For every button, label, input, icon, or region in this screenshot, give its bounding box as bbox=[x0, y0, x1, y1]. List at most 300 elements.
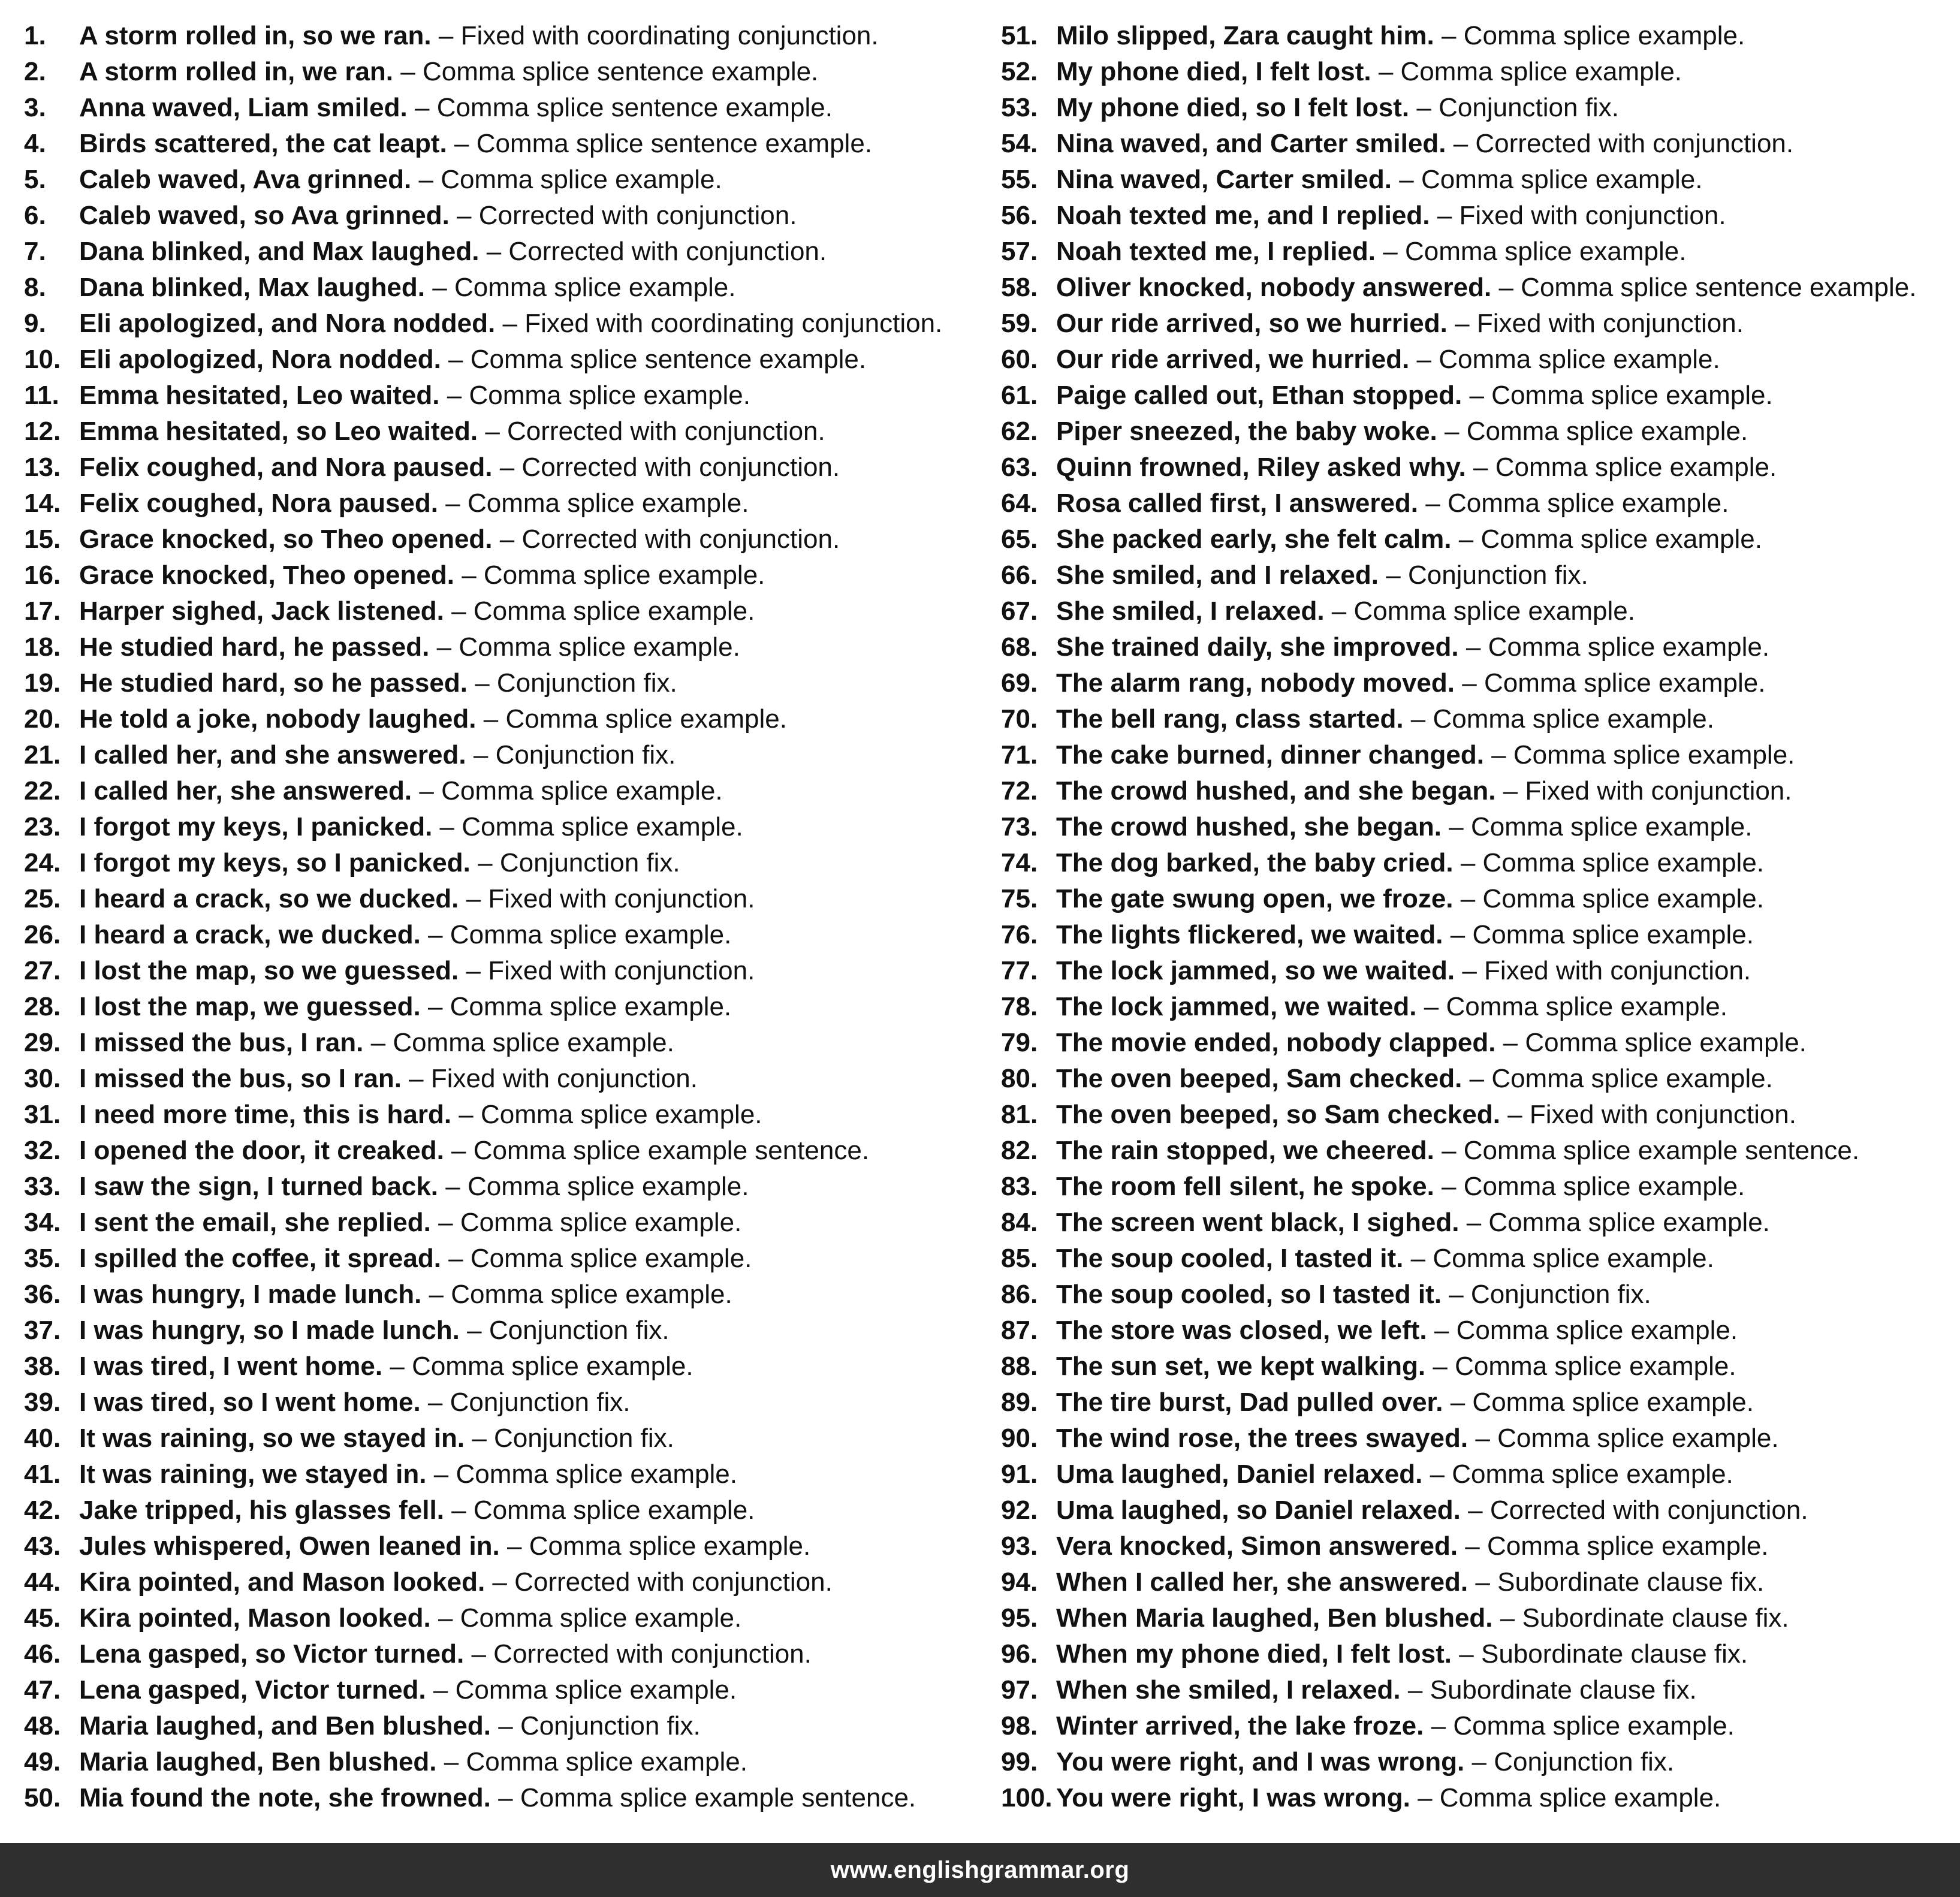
list-item bbox=[1001, 1061, 1960, 1097]
example-sentence: Dana blinked, Max laughed. bbox=[79, 273, 426, 302]
example-sentence: You were right, I was wrong. bbox=[1056, 1783, 1410, 1812]
example-note: Comma splice example. bbox=[1491, 1064, 1773, 1093]
dash-separator: – bbox=[459, 1100, 474, 1129]
example-sentence: The cake burned, dinner changed. bbox=[1056, 740, 1484, 770]
dash-separator: – bbox=[451, 596, 466, 626]
example-note: Comma splice example. bbox=[473, 1495, 755, 1525]
example-note: Comma splice example. bbox=[1353, 596, 1635, 626]
example-note: Comma splice example. bbox=[393, 1028, 674, 1057]
example-note: Comma splice example. bbox=[1513, 740, 1795, 770]
example-note: Comma splice example. bbox=[451, 1280, 732, 1309]
item-number: 70. bbox=[1001, 704, 1038, 734]
example-sentence: When my phone died, I felt lost. bbox=[1056, 1639, 1452, 1669]
example-note: Comma splice example. bbox=[1463, 1172, 1745, 1201]
example-sentence: I sent the email, she replied. bbox=[79, 1208, 431, 1237]
list-item bbox=[1001, 1744, 1960, 1780]
list-item bbox=[24, 198, 1001, 234]
example-note: Comma splice example. bbox=[483, 560, 765, 590]
example-sentence: My phone died, I felt lost. bbox=[1056, 57, 1371, 86]
example-sentence: Anna waved, Liam smiled. bbox=[79, 93, 408, 122]
list-item bbox=[24, 1528, 1001, 1564]
list-item bbox=[1001, 989, 1960, 1025]
dash-separator: – bbox=[457, 201, 472, 230]
example-note: Comma splice example. bbox=[473, 596, 755, 626]
example-sentence: I was tired, I went home. bbox=[79, 1352, 383, 1381]
example-sentence: He studied hard, he passed. bbox=[79, 632, 430, 662]
item-number: 82. bbox=[1001, 1136, 1038, 1165]
list-item bbox=[24, 1564, 1001, 1600]
example-sentence: Noah texted me, I replied. bbox=[1056, 237, 1376, 266]
list-item bbox=[24, 881, 1001, 917]
example-note: Comma splice example. bbox=[1487, 1531, 1769, 1561]
example-sentence: I saw the sign, I turned back. bbox=[79, 1172, 439, 1201]
dash-separator: – bbox=[1462, 956, 1477, 985]
example-note: Corrected with conjunction. bbox=[507, 417, 825, 446]
item-number: 32. bbox=[24, 1136, 61, 1165]
item-number: 49. bbox=[24, 1747, 61, 1777]
item-number: 22. bbox=[24, 776, 61, 806]
dash-separator: – bbox=[1503, 1028, 1518, 1057]
example-note: Comma splice example. bbox=[1421, 165, 1703, 194]
item-number: 95. bbox=[1001, 1603, 1038, 1633]
list-item bbox=[24, 1385, 1001, 1421]
example-sentence: She smiled, I relaxed. bbox=[1056, 596, 1325, 626]
example-sentence: Mia found the note, she frowned. bbox=[79, 1783, 491, 1812]
list-item bbox=[24, 953, 1001, 989]
list-item bbox=[1001, 1528, 1960, 1564]
dash-separator: – bbox=[1453, 129, 1469, 158]
example-sentence: The lock jammed, so we waited. bbox=[1056, 956, 1455, 985]
example-note: Comma splice example. bbox=[441, 165, 722, 194]
list-item bbox=[1001, 1600, 1960, 1636]
dash-separator: – bbox=[472, 1423, 487, 1453]
list-item bbox=[24, 1780, 1001, 1816]
list-item bbox=[24, 1097, 1001, 1133]
example-sentence: Milo slipped, Zara caught him. bbox=[1056, 21, 1434, 50]
item-number: 5. bbox=[24, 165, 46, 194]
dash-separator: – bbox=[1460, 884, 1476, 913]
list-item bbox=[24, 629, 1001, 665]
example-note: Corrected with conjunction. bbox=[521, 453, 840, 482]
example-sentence: He told a joke, nobody laughed. bbox=[79, 704, 477, 734]
example-note: Comma splice example. bbox=[1482, 884, 1764, 913]
example-sentence: I missed the bus, I ran. bbox=[79, 1028, 364, 1057]
example-sentence: I lost the map, we guessed. bbox=[79, 992, 421, 1021]
example-note: Fixed with conjunction. bbox=[488, 884, 755, 913]
dash-separator: – bbox=[1399, 165, 1414, 194]
item-number: 6. bbox=[24, 201, 46, 230]
item-number: 99. bbox=[1001, 1747, 1038, 1777]
dash-separator: – bbox=[427, 992, 443, 1021]
dash-separator: – bbox=[483, 704, 499, 734]
example-note: Conjunction fix. bbox=[1407, 560, 1588, 590]
item-number: 88. bbox=[1001, 1352, 1038, 1381]
example-sentence: The tire burst, Dad pulled over. bbox=[1056, 1388, 1443, 1417]
dash-separator: – bbox=[432, 273, 447, 302]
example-note: Comma splice example. bbox=[481, 1100, 762, 1129]
example-note: Corrected with conjunction. bbox=[508, 237, 827, 266]
example-note: Comma splice example. bbox=[1433, 704, 1714, 734]
dash-separator: – bbox=[1465, 1531, 1480, 1561]
dash-separator: – bbox=[447, 381, 462, 410]
item-number: 8. bbox=[24, 273, 46, 302]
dash-separator: – bbox=[1460, 848, 1476, 877]
item-number: 10. bbox=[24, 345, 61, 374]
dash-separator: – bbox=[438, 1208, 453, 1237]
example-sentence: The sun set, we kept walking. bbox=[1056, 1352, 1426, 1381]
list-item bbox=[1001, 1564, 1960, 1600]
item-number: 12. bbox=[24, 417, 61, 446]
list-item bbox=[1001, 953, 1960, 989]
example-sentence: A storm rolled in, so we ran. bbox=[79, 21, 432, 50]
item-number: 14. bbox=[24, 488, 61, 518]
example-sentence: The store was closed, we left. bbox=[1056, 1316, 1427, 1345]
item-number: 54. bbox=[1001, 129, 1038, 158]
example-note: Comma splice example. bbox=[469, 381, 750, 410]
list-item bbox=[24, 54, 1001, 90]
list-item bbox=[24, 1313, 1001, 1349]
example-note: Comma splice sentence example. bbox=[470, 345, 867, 374]
item-number: 47. bbox=[24, 1675, 61, 1705]
dash-separator: – bbox=[1416, 345, 1432, 374]
list-item bbox=[1001, 557, 1960, 593]
example-note: Comma splice example. bbox=[1495, 453, 1777, 482]
example-note: Conjunction fix. bbox=[520, 1711, 701, 1741]
item-number: 36. bbox=[24, 1280, 61, 1309]
example-note: Comma splice example. bbox=[467, 1172, 749, 1201]
example-note: Comma splice example. bbox=[1525, 1028, 1807, 1057]
list-item bbox=[24, 270, 1001, 306]
example-note: Fixed with coordinating conjunction. bbox=[524, 309, 943, 338]
item-number: 81. bbox=[1001, 1100, 1038, 1129]
footer-site-link[interactable]: www.englishgrammar.org bbox=[830, 1856, 1130, 1883]
dash-separator: – bbox=[1462, 668, 1477, 698]
example-sentence: Felix coughed, Nora paused. bbox=[79, 488, 439, 518]
example-note: Fixed with conjunction. bbox=[1459, 201, 1726, 230]
example-sentence: It was raining, so we stayed in. bbox=[79, 1423, 465, 1453]
list-item bbox=[24, 1349, 1001, 1385]
item-number: 1. bbox=[24, 21, 46, 50]
example-sentence: Harper sighed, Jack listened. bbox=[79, 596, 444, 626]
example-sentence: The crowd hushed, she began. bbox=[1056, 812, 1442, 842]
dash-separator: – bbox=[1378, 57, 1394, 86]
example-sentence: Uma laughed, so Daniel relaxed. bbox=[1056, 1495, 1461, 1525]
example-note: Comma splice example. bbox=[456, 1459, 737, 1489]
example-sentence: My phone died, so I felt lost. bbox=[1056, 93, 1410, 122]
dash-separator: – bbox=[1433, 1352, 1448, 1381]
item-number: 63. bbox=[1001, 453, 1038, 482]
example-sentence: The wind rose, the trees swayed. bbox=[1056, 1423, 1469, 1453]
example-note: Subordinate clause fix. bbox=[1480, 1639, 1748, 1669]
example-sentence: Paige called out, Ethan stopped. bbox=[1056, 381, 1463, 410]
dash-separator: – bbox=[1459, 1639, 1474, 1669]
dash-separator: – bbox=[1434, 1316, 1449, 1345]
dash-separator: – bbox=[1331, 596, 1347, 626]
example-sentence: Vera knocked, Simon answered. bbox=[1056, 1531, 1458, 1561]
item-number: 31. bbox=[24, 1100, 61, 1129]
list-item bbox=[24, 1456, 1001, 1492]
list-item bbox=[24, 18, 1001, 54]
item-number: 2. bbox=[24, 57, 46, 86]
list-item bbox=[24, 1672, 1001, 1708]
list-item bbox=[24, 378, 1001, 414]
item-number: 60. bbox=[1001, 345, 1038, 374]
example-sentence: The dog barked, the baby cried. bbox=[1056, 848, 1454, 877]
item-number: 7. bbox=[24, 237, 46, 266]
list-item bbox=[1001, 450, 1960, 485]
list-item bbox=[1001, 1672, 1960, 1708]
list-item bbox=[1001, 1708, 1960, 1744]
example-note: Comma splice example. bbox=[460, 1208, 742, 1237]
example-note: Comma splice sentence example. bbox=[422, 57, 819, 86]
item-number: 20. bbox=[24, 704, 61, 734]
example-sentence: When Maria laughed, Ben blushed. bbox=[1056, 1603, 1493, 1633]
example-note: Corrected with conjunction. bbox=[514, 1567, 833, 1597]
example-sentence: You were right, and I was wrong. bbox=[1056, 1747, 1465, 1777]
dash-separator: – bbox=[1424, 992, 1439, 1021]
dash-separator: – bbox=[1450, 920, 1466, 949]
list-item bbox=[1001, 270, 1960, 306]
item-number: 48. bbox=[24, 1711, 61, 1741]
example-sentence: Maria laughed, and Ben blushed. bbox=[79, 1711, 491, 1741]
list-item bbox=[1001, 485, 1960, 521]
list-item bbox=[24, 773, 1001, 809]
example-note: Fixed with conjunction. bbox=[488, 956, 755, 985]
example-note: Conjunction fix. bbox=[496, 668, 677, 698]
item-number: 29. bbox=[24, 1028, 61, 1057]
example-note: Comma splice example. bbox=[1463, 21, 1745, 50]
item-number: 89. bbox=[1001, 1388, 1038, 1417]
list-item bbox=[24, 126, 1001, 162]
dash-separator: – bbox=[439, 812, 455, 842]
example-note: Comma splice example. bbox=[1483, 668, 1766, 698]
list-item bbox=[1001, 845, 1960, 881]
item-number: 61. bbox=[1001, 381, 1038, 410]
example-note: Comma splice example. bbox=[454, 273, 736, 302]
list-item bbox=[1001, 414, 1960, 450]
dash-separator: – bbox=[451, 1495, 466, 1525]
item-number: 11. bbox=[24, 381, 59, 410]
list-item bbox=[24, 737, 1001, 773]
example-note: Comma splice example. bbox=[1455, 1352, 1736, 1381]
item-number: 34. bbox=[24, 1208, 61, 1237]
list-item bbox=[24, 1061, 1001, 1097]
list-item bbox=[1001, 629, 1960, 665]
item-number: 21. bbox=[24, 740, 61, 770]
list-item bbox=[24, 90, 1001, 126]
dash-separator: – bbox=[1473, 453, 1488, 482]
item-number: 51. bbox=[1001, 21, 1038, 50]
dash-separator: – bbox=[448, 345, 463, 374]
item-number: 9. bbox=[24, 309, 46, 338]
example-sentence: I heard a crack, so we ducked. bbox=[79, 884, 459, 913]
item-number: 42. bbox=[24, 1495, 61, 1525]
example-note: Conjunction fix. bbox=[1439, 93, 1619, 122]
dash-separator: – bbox=[454, 129, 469, 158]
list-item bbox=[1001, 1133, 1960, 1169]
item-number: 75. bbox=[1001, 884, 1038, 913]
example-sentence: Birds scattered, the cat leapt. bbox=[79, 129, 447, 158]
example-note: Fixed with conjunction. bbox=[1484, 956, 1751, 985]
footer-bar bbox=[0, 1843, 1960, 1897]
example-note: Comma splice example. bbox=[1491, 381, 1773, 410]
dash-separator: – bbox=[1475, 1567, 1490, 1597]
list-item bbox=[1001, 234, 1960, 270]
example-note: Comma splice example. bbox=[1482, 848, 1765, 877]
dash-separator: – bbox=[1418, 1783, 1433, 1812]
list-item bbox=[1001, 306, 1960, 342]
example-note: Subordinate clause fix. bbox=[1522, 1603, 1789, 1633]
dash-separator: – bbox=[1449, 812, 1464, 842]
example-note: Conjunction fix. bbox=[499, 848, 680, 877]
example-note: Comma splice example. bbox=[459, 632, 740, 662]
dash-separator: – bbox=[448, 1244, 463, 1273]
list-item bbox=[1001, 1385, 1960, 1421]
dash-separator: – bbox=[409, 1064, 424, 1093]
dash-separator: – bbox=[1466, 632, 1481, 662]
example-note: Subordinate clause fix. bbox=[1497, 1567, 1765, 1597]
example-note: Corrected with conjunction. bbox=[521, 524, 840, 554]
list-item bbox=[24, 450, 1001, 485]
list-item bbox=[24, 521, 1001, 557]
example-note: Comma splice example. bbox=[1470, 812, 1753, 842]
example-sentence: I forgot my keys, so I panicked. bbox=[79, 848, 471, 877]
dash-separator: – bbox=[1410, 1244, 1426, 1273]
list-item bbox=[1001, 90, 1960, 126]
item-number: 77. bbox=[1001, 956, 1038, 985]
example-sentence: Our ride arrived, we hurried. bbox=[1056, 345, 1410, 374]
example-note: Comma splice example. bbox=[505, 704, 787, 734]
example-sentence: The gate swung open, we froze. bbox=[1056, 884, 1454, 913]
item-number: 40. bbox=[24, 1423, 61, 1453]
example-sentence: The rain stopped, we cheered. bbox=[1056, 1136, 1434, 1165]
item-number: 100. bbox=[1001, 1783, 1053, 1812]
item-number: 53. bbox=[1001, 93, 1038, 122]
example-sentence: Lena gasped, Victor turned. bbox=[79, 1675, 426, 1705]
dash-separator: – bbox=[1507, 1100, 1522, 1129]
example-sentence: The oven beeped, so Sam checked. bbox=[1056, 1100, 1500, 1129]
list-item bbox=[24, 342, 1001, 378]
item-number: 97. bbox=[1001, 1675, 1038, 1705]
list-item bbox=[1001, 773, 1960, 809]
example-note: Comma splice example. bbox=[1472, 920, 1754, 949]
example-sentence: I opened the door, it creaked. bbox=[79, 1136, 444, 1165]
list-item bbox=[1001, 1780, 1960, 1816]
example-note: Comma splice example. bbox=[1400, 57, 1682, 86]
example-sentence: I was hungry, so I made lunch. bbox=[79, 1316, 460, 1345]
dash-separator: – bbox=[1471, 1747, 1486, 1777]
dash-separator: – bbox=[418, 165, 433, 194]
item-number: 69. bbox=[1001, 668, 1038, 698]
dash-separator: – bbox=[370, 1028, 386, 1057]
dash-separator: – bbox=[433, 1675, 448, 1705]
list-item bbox=[24, 1205, 1001, 1241]
list-item bbox=[1001, 162, 1960, 198]
list-item bbox=[1001, 1025, 1960, 1061]
example-sentence: The soup cooled, I tasted it. bbox=[1056, 1244, 1404, 1273]
example-sentence: I spilled the coffee, it spread. bbox=[79, 1244, 441, 1273]
dash-separator: – bbox=[1455, 309, 1470, 338]
item-number: 16. bbox=[24, 560, 61, 590]
dash-separator: – bbox=[427, 1388, 443, 1417]
example-sentence: I need more time, this is hard. bbox=[79, 1100, 452, 1129]
dash-separator: – bbox=[466, 884, 481, 913]
list-item bbox=[1001, 1636, 1960, 1672]
example-note: Comma splice example. bbox=[1439, 345, 1720, 374]
example-sentence: When I called her, she answered. bbox=[1056, 1567, 1469, 1597]
example-sentence: The oven beeped, Sam checked. bbox=[1056, 1064, 1463, 1093]
item-number: 46. bbox=[24, 1639, 61, 1669]
example-sentence: She trained daily, she improved. bbox=[1056, 632, 1459, 662]
example-note: Comma splice example. bbox=[466, 1747, 747, 1777]
item-number: 57. bbox=[1001, 237, 1038, 266]
item-number: 58. bbox=[1001, 273, 1038, 302]
dash-separator: – bbox=[1441, 21, 1457, 50]
list-item bbox=[1001, 378, 1960, 414]
left-column bbox=[24, 18, 1001, 1816]
item-number: 73. bbox=[1001, 812, 1038, 842]
item-number: 64. bbox=[1001, 488, 1038, 518]
example-sentence: The bell rang, class started. bbox=[1056, 704, 1404, 734]
item-number: 76. bbox=[1001, 920, 1038, 949]
list-item bbox=[1001, 342, 1960, 378]
list-item bbox=[1001, 881, 1960, 917]
list-item bbox=[24, 665, 1001, 701]
list-item bbox=[1001, 1241, 1960, 1277]
dash-separator: – bbox=[499, 524, 515, 554]
item-number: 41. bbox=[24, 1459, 61, 1489]
item-number: 30. bbox=[24, 1064, 61, 1093]
example-note: Fixed with conjunction. bbox=[1476, 309, 1744, 338]
example-sentence: Grace knocked, Theo opened. bbox=[79, 560, 454, 590]
example-sentence: Maria laughed, Ben blushed. bbox=[79, 1747, 437, 1777]
example-note: Comma splice example. bbox=[1488, 1208, 1770, 1237]
item-number: 91. bbox=[1001, 1459, 1038, 1489]
dash-separator: – bbox=[1425, 488, 1440, 518]
list-item bbox=[24, 845, 1001, 881]
right-column bbox=[1001, 18, 1960, 1816]
example-sentence: He studied hard, so he passed. bbox=[79, 668, 468, 698]
item-number: 52. bbox=[1001, 57, 1038, 86]
item-number: 38. bbox=[24, 1352, 61, 1381]
item-number: 39. bbox=[24, 1388, 61, 1417]
example-sentence: A storm rolled in, we ran. bbox=[79, 57, 394, 86]
example-note: Comma splice example. bbox=[1439, 1783, 1721, 1812]
dash-separator: – bbox=[467, 1316, 482, 1345]
example-sentence: It was raining, we stayed in. bbox=[79, 1459, 427, 1489]
item-number: 24. bbox=[24, 848, 61, 877]
item-number: 13. bbox=[24, 453, 61, 482]
dash-separator: – bbox=[1450, 1388, 1466, 1417]
list-item bbox=[24, 1277, 1001, 1313]
example-note: Comma splice example sentence. bbox=[1463, 1136, 1860, 1165]
example-sentence: Winter arrived, the lake froze. bbox=[1056, 1711, 1424, 1741]
item-number: 45. bbox=[24, 1603, 61, 1633]
example-note: Comma splice example. bbox=[1466, 417, 1748, 446]
example-sentence: Oliver knocked, nobody answered. bbox=[1056, 273, 1492, 302]
dash-separator: – bbox=[419, 776, 434, 806]
item-number: 83. bbox=[1001, 1172, 1038, 1201]
example-note: Comma splice example sentence. bbox=[520, 1783, 916, 1812]
dash-separator: – bbox=[486, 237, 502, 266]
dash-separator: – bbox=[1445, 417, 1460, 446]
item-number: 59. bbox=[1001, 309, 1038, 338]
example-sentence: Grace knocked, so Theo opened. bbox=[79, 524, 493, 554]
item-number: 3. bbox=[24, 93, 46, 122]
dash-separator: – bbox=[1431, 1711, 1446, 1741]
dash-separator: – bbox=[429, 1280, 444, 1309]
list-item bbox=[1001, 737, 1960, 773]
